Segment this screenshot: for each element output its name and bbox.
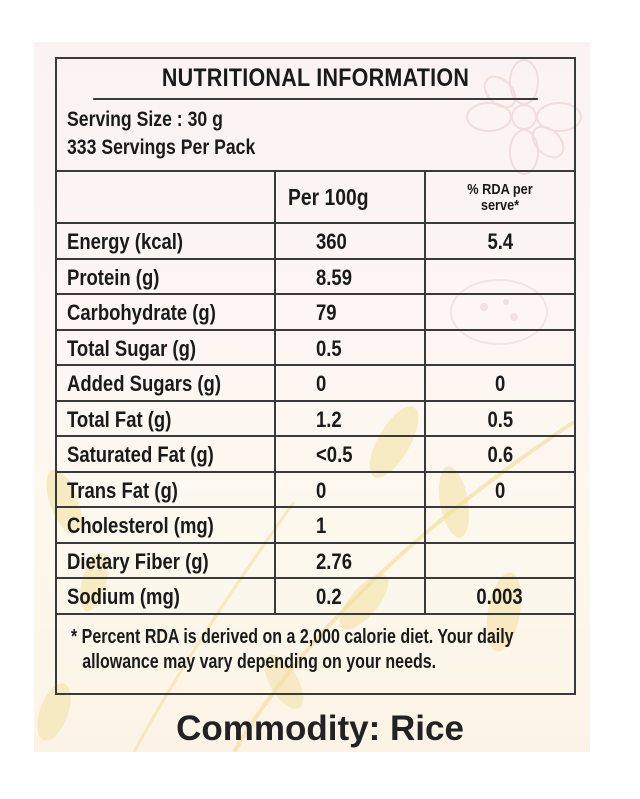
rda-value [426, 508, 574, 542]
serving-size: Serving Size : 30 g [67, 108, 223, 131]
header-nutrient [57, 172, 276, 222]
serving-info [57, 100, 574, 172]
label-title: NUTRITIONAL INFORMATION [93, 59, 538, 100]
rda-value: 0 [494, 371, 506, 396]
nutrient-name: Total Fat (g) [57, 402, 276, 436]
table-row [57, 473, 574, 509]
per-100g-value: 360 [276, 224, 426, 258]
rda-value: 0 [494, 477, 506, 503]
table-row [57, 437, 574, 473]
table-row [57, 508, 574, 544]
table-row [57, 544, 574, 580]
nutrient-rows [57, 224, 574, 615]
servings-per-pack: 333 Servings Per Pack [67, 136, 256, 159]
per-100g-value: 2.76 [276, 544, 426, 578]
header-rda: % RDA per serve* [467, 181, 533, 214]
commodity-caption: Commodity: Rice [176, 709, 464, 748]
rda-value [426, 295, 574, 329]
nutrient-name: Carbohydrate (g) [57, 295, 276, 329]
nutrient-name: Added Sugars (g) [57, 366, 276, 400]
rda-value: 5.4 [487, 229, 513, 254]
nutrient-name: Trans Fat (g) [57, 473, 276, 507]
rda-value [426, 260, 574, 294]
rda-value: 0.6 [487, 442, 513, 467]
nutrient-name: Saturated Fat (g) [57, 437, 276, 471]
nutrient-name: Sodium (mg) [57, 579, 276, 613]
table-row [57, 331, 574, 367]
rda-footnote [57, 615, 574, 693]
rda-value: 0.003 [476, 584, 524, 609]
per-100g-value: 1 [276, 508, 426, 542]
nutrient-name: Energy (kcal) [57, 224, 276, 258]
nutrient-name: Cholesterol (mg) [57, 508, 276, 542]
per-100g-value: 0 [276, 366, 426, 400]
per-100g-value: 0.5 [276, 331, 426, 365]
table-header-row [57, 172, 574, 224]
footnote-line: * Percent RDA is derived on a 2,000 calorie diet. Your daily [71, 625, 514, 648]
table-row [57, 260, 574, 296]
per-100g-value: 0 [276, 473, 426, 507]
rda-value: 0.5 [487, 406, 513, 432]
table-row [57, 224, 574, 260]
per-100g-value: 8.59 [276, 260, 426, 294]
table-row [57, 402, 574, 438]
nutrient-name: Total Sugar (g) [57, 331, 276, 365]
table-row [57, 295, 574, 331]
header-per-100g: Per 100g [276, 172, 426, 222]
per-100g-value: 0.2 [276, 579, 426, 613]
rda-value [426, 544, 574, 578]
per-100g-value: 1.2 [276, 402, 426, 436]
footnote-line: allowance may vary depending on your needs. [82, 650, 437, 673]
nutrient-name: Protein (g) [57, 260, 276, 294]
table-row [57, 579, 574, 615]
rda-value [426, 331, 574, 365]
per-100g-value: <0.5 [276, 437, 426, 471]
per-100g-value: 79 [276, 295, 426, 329]
table-row [57, 366, 574, 402]
nutrient-name: Dietary Fiber (g) [57, 544, 276, 578]
nutrition-label [55, 57, 576, 695]
